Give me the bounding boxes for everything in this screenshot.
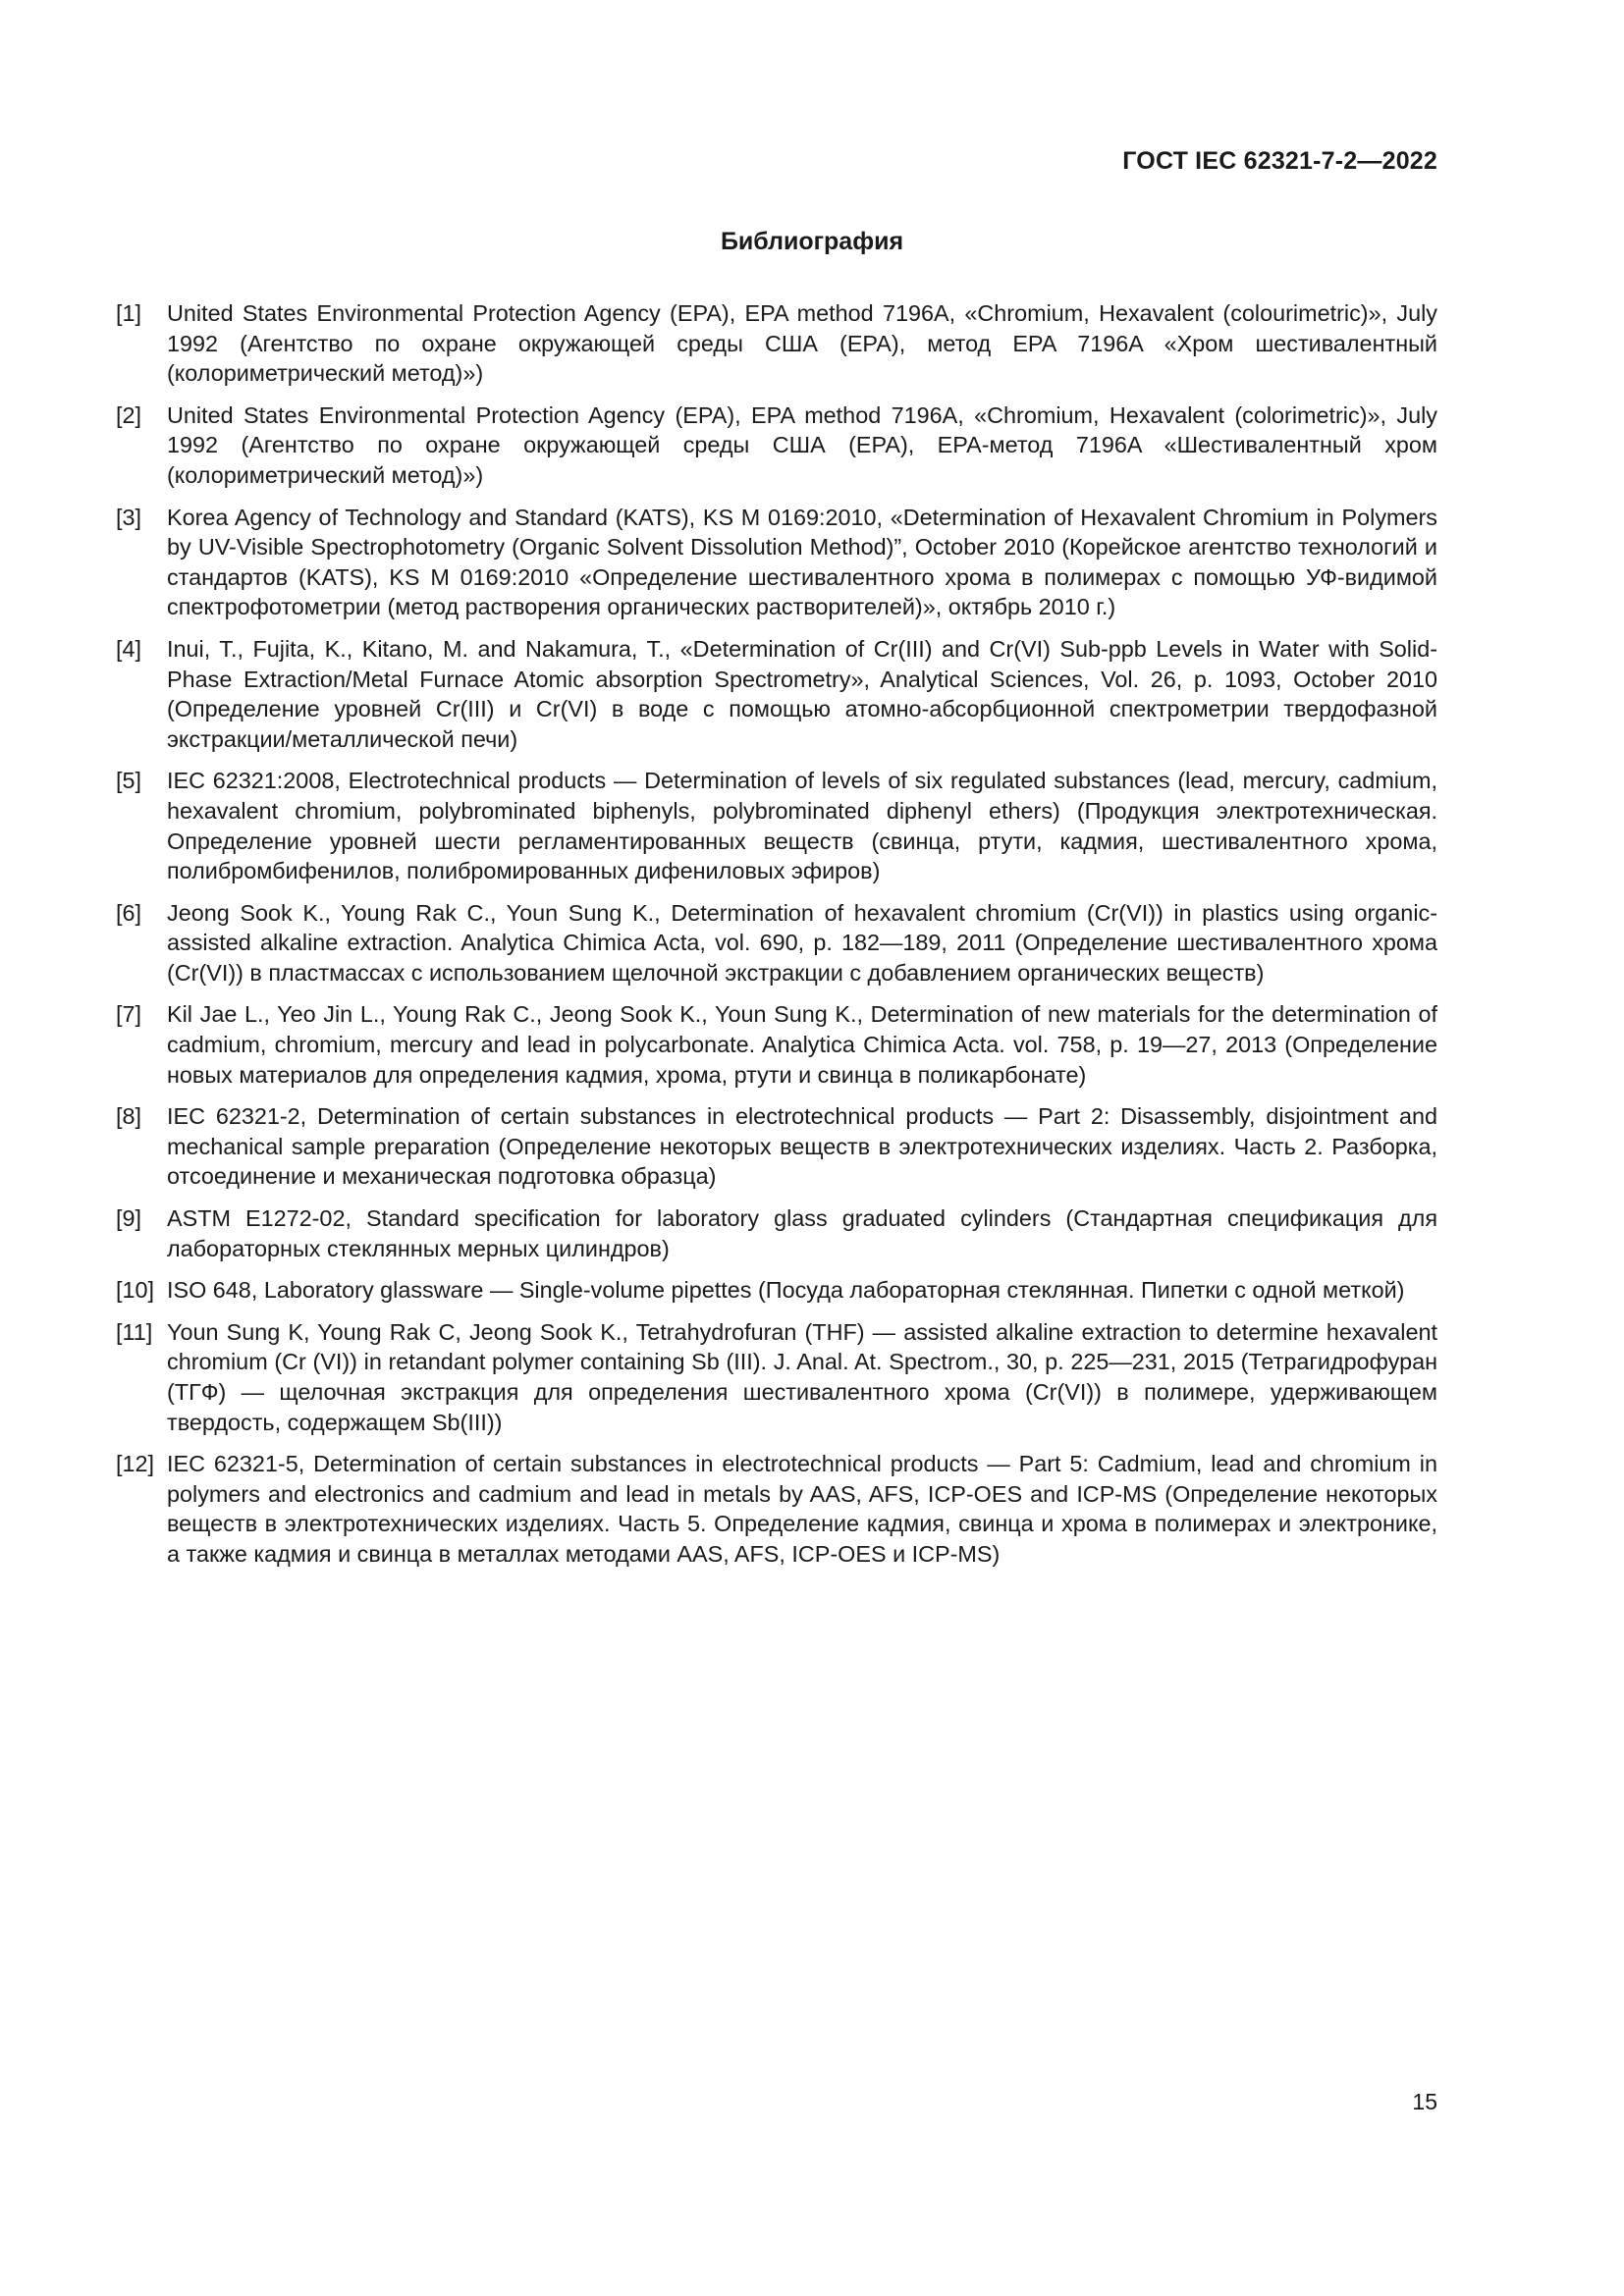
bibliography-entry — [116, 999, 1437, 1090]
bibliography-entry — [116, 766, 1437, 885]
bibliography-entry — [116, 503, 1437, 622]
bibliography-entry — [116, 634, 1437, 754]
entry-number: [9] — [116, 1205, 142, 1232]
entry-text: United States Environmental Protection Agency (EPA), EPA method 7196A, «Chromium, Hexavalent (colourimetric)», July 1992 (Агентство по охране окружающей среды США (EPA), метод EPA 7196A «Хром шестивалентный (колориметрический метод)») — [167, 300, 1437, 387]
entry-number: [12] — [116, 1451, 155, 1477]
entry-number: [5] — [116, 768, 142, 794]
entry-text: United States Environmental Protection Agency (EPA), EPA method 7196A, «Chromium, Hexavalent (colorimetric)», July 1992 (Агентство по охране окружающей среды США (EPA), EPA-метод 7196A «Шестивалентный хром (колориметрический метод)») — [167, 401, 1437, 488]
page-number: 15 — [1412, 2089, 1437, 2114]
bibliography-entry — [116, 400, 1437, 491]
bibliography-entry — [116, 1275, 1437, 1306]
entry-text: Jeong Sook K., Young Rak C., Youn Sung K., Determination of hexavalent chromium (Cr(VI)) in plastics using organic-assisted alkaline extraction. Analytica Chimica Acta, vol. 690, p. 182—189, 2011 (Определение шестивалентного хрома (Cr(VI)) в пластмассах с использованием щелочной экстракции с добавлением органических веществ) — [167, 899, 1437, 986]
entry-text: IEC 62321:2008, Electrotechnical products — Determination of levels of six regulated substances (lead, mercury, cadmium, hexavalent chromium, polybrominated biphenyls, polybrominated diphenyl ethers) (Продукция электротехническая. Определение уровней шести регламентированных веществ (свинца, ртути, кадмия, шестивалентного хрома, полибромбифенилов, полибромированных дифениловых эфиров) — [167, 768, 1437, 884]
bibliography-entry — [116, 1203, 1437, 1263]
entry-text: Inui, T., Fujita, K., Kitano, M. and Nakamura, T., «Determination of Cr(III) and Cr(VI) Sub-ppb Levels in Water with Solid-Phase Extraction/Metal Furnace Atomic absorption Spectrometry», Analytical Sciences, Vol. 26, p. 1093, October 2010 (Определение уровней Cr(III) и Cr(VI) в воде с помощью атомно-абсорбционной спектрометрии твердофазной экстракции/металлической печи) — [167, 635, 1437, 752]
entry-text: IEC 62321-5, Determination of certain substances in electrotechnical products — Part 5: Cadmium, lead and chromium in polymers and electronics and cadmium and lead in metals by AAS, AFS, ICP-OES and ICP-MS (Определение некоторых веществ в электротехнических изделиях. Часть 5. Определение кадмия, свинца и хрома в полимерах и электронике, а также кадмия и свинца в металлах методами AAS, AFS, ICP-OES и ICP-MS) — [167, 1451, 1437, 1567]
bibliography-entry — [116, 1317, 1437, 1437]
entry-number: [7] — [116, 1001, 142, 1028]
section-title: Библиография — [720, 228, 904, 255]
entry-text: IEC 62321-2, Determination of certain substances in electrotechnical products — Part 2: Disassembly, disjointment and mechanical sample preparation (Определение некоторых веществ в электротехнических изделиях. Часть 2. Разборка, отсоединение и механическая подготовка образца) — [167, 1103, 1437, 1190]
entry-text: Youn Sung K, Young Rak C, Jeong Sook K., Tetrahydrofuran (THF) — assisted alkaline extraction to determine hexavalent chromium (Cr (VI)) in retandant polymer containing Sb (III). J. Anal. At. Spectrom., 30, p. 225—231, 2015 (Тетрагидрофуран (ТГФ) — щелочная экстракция для определения шестивалентного хрома (Cr(VI)) в полимере, удерживающем твердость, содержащем Sb(III)) — [167, 1318, 1437, 1435]
entry-number: [1] — [116, 300, 142, 326]
entry-number: [8] — [116, 1103, 142, 1130]
entry-number: [3] — [116, 504, 142, 530]
bibliography-entry — [116, 298, 1437, 389]
entry-text: Kil Jae L., Yeo Jin L., Young Rak C., Jeong Sook K., Youn Sung K., Determination of new materials for the determination of cadmium, chromium, mercury and lead in polycarbonate. Analytica Chimica Acta. vol. 758, p. 19—27, 2013 (Определение новых материалов для определения кадмия, хрома, ртути и свинца в поликарбонате) — [167, 1001, 1437, 1088]
entry-number: [6] — [116, 899, 142, 926]
bibliography-entry — [116, 1101, 1437, 1192]
document-code: ГОСТ IEC 62321-7-2—2022 — [1122, 147, 1437, 175]
bibliography-entry — [116, 1449, 1437, 1569]
entry-text: ASTM E1272-02, Standard specification for laboratory glass graduated cylinders (Стандартная спецификация для лабораторных стеклянных мерных цилиндров) — [167, 1205, 1437, 1261]
entry-text: ISO 648, Laboratory glassware — Single-volume pipettes (Посуда лабораторная стеклянная. Пипетки с одной меткой) — [167, 1277, 1405, 1304]
entry-number: [11] — [116, 1318, 153, 1345]
entry-text: Korea Agency of Technology and Standard (KATS), KS M 0169:2010, «Determination of Hexavalent Chromium in Polymers by UV-Visible Spectrophotometry (Organic Solvent Dissolution Method)”, October 2010 (Корейское агентство технологий и стандартов (KATS), KS M 0169:2010 «Определение шестивалентного хрома в полимерах с помощью УФ-видимой спектрофотометрии (метод растворения органических растворителей)», октябрь 2010 г.) — [167, 504, 1437, 620]
bibliography-entry — [116, 898, 1437, 988]
entry-number: [10] — [116, 1277, 155, 1304]
entry-number: [4] — [116, 635, 142, 662]
bibliography-list — [116, 298, 1437, 1581]
entry-number: [2] — [116, 401, 142, 428]
